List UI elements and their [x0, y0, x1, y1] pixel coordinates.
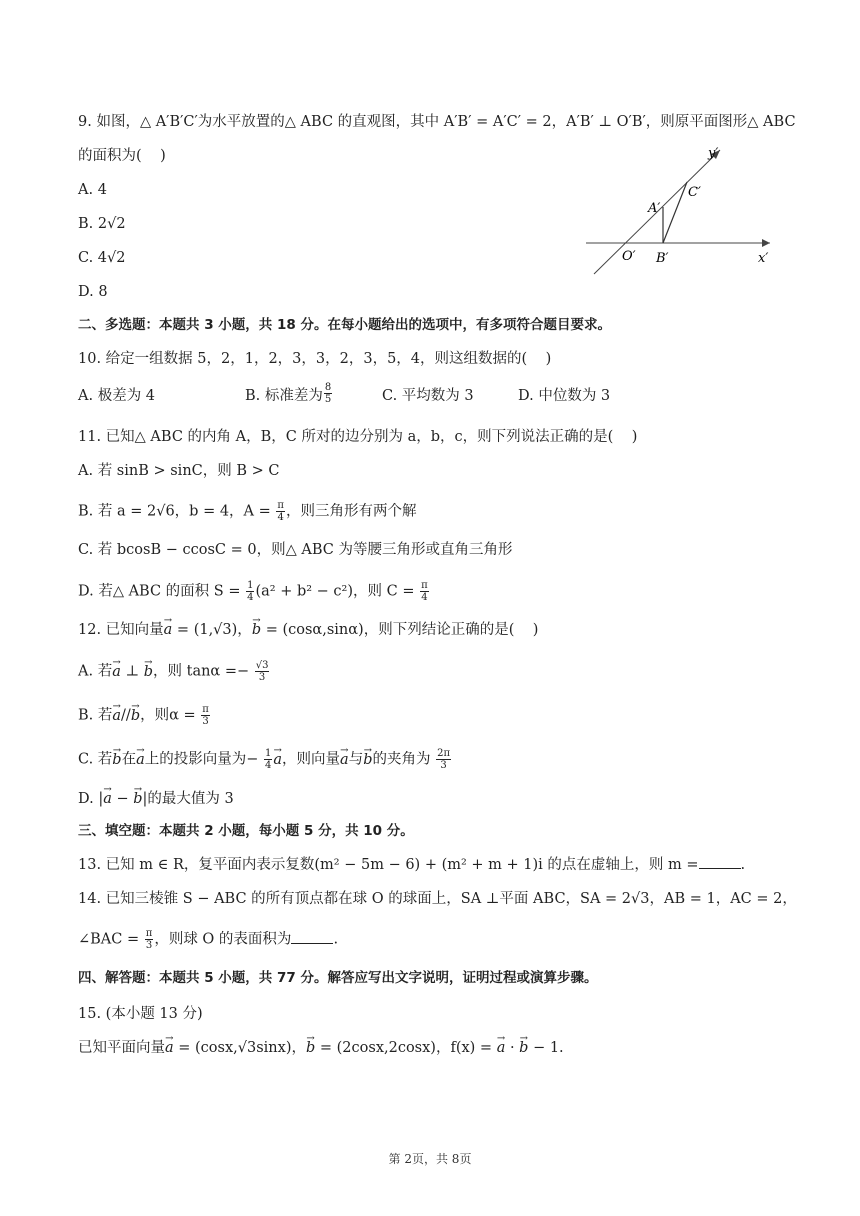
q10-stem: 10. 给定一组数据 5，2，1，2，3，3，2，3，5，4，则这组数据的( ) [78, 351, 552, 367]
q11-option-c: C. 若 bcosB − ccosC = 0，则△ ABC 为等腰三角形或直角三角形 [78, 542, 513, 558]
q12-option-d: D. |→ a − → b|的最大值为 3 [78, 789, 800, 809]
fraction: $\frac{\pi}{4}$ [277, 500, 284, 523]
q9-stem-line2: 的面积为( ) [78, 148, 166, 164]
q9-option-c: C. 4√2 [78, 250, 126, 266]
q14-stem-line1: 14. 已知三棱锥 S − ABC 的所有顶点都在球 O 的球面上，SA ⊥平面 ABC，SA = 2√3，AB = 1，AC = 2， [78, 891, 797, 907]
q11-option-d: D. 若△ ABC 的面积 S = $\frac{1}{4}$ (a² + b² − c²)，则 C = $\frac{\pi}{4}$ [78, 580, 428, 603]
q15-title: 15. (本小题 13 分) [78, 1006, 203, 1022]
q10-option-d: D. 中位数为 3 [518, 388, 611, 404]
label-o: O′ [622, 249, 636, 264]
q12-option-a: A. 若→ a ⊥ → b，则 tanα =− $\frac{√3}{3}$ [78, 660, 800, 683]
q12-option-c: C. 若→ b在→ a上的投影向量为− $\frac{1}{4}$ → a，则向量→ a与→ b的夹角为 $\frac{2\pi}{3}$ [78, 748, 800, 771]
fraction: $\frac{2\pi}{3}$ [437, 748, 451, 771]
q9-option-d: D. 8 [78, 284, 108, 300]
label-a: A′ [648, 201, 661, 216]
fraction: $\frac{\pi}{3}$ [145, 928, 153, 951]
label-c: C′ [688, 185, 701, 200]
q11-stem: 11. 已知△ ABC 的内角 A，B，C 所对的边分别为 a，b，c，则下列说法正确的是( ) [78, 429, 638, 445]
q10-option-c: C. 平均数为 3 [382, 388, 474, 404]
answer-blank[interactable] [291, 930, 333, 944]
section-2-heading: 二、多选题：本题共 3 小题，共 18 分。在每小题给出的选项中，有多项符合题目要求。 [78, 317, 611, 333]
q12-stem: 12. 已知向量→ a = (1,√3)，→ b = (cosα,sinα)，则下列结论正确的是( ) [78, 620, 800, 640]
q9-oblique-figure [580, 140, 780, 280]
q13-stem: 13. 已知 m ∈ R，复平面内表示复数(m² − 5m − 6) + (m² + m + 1)i 的点在虚轴上，则 m = . [78, 857, 746, 873]
fraction: $\frac{1}{4}$ [247, 580, 254, 603]
label-x: x′ [758, 251, 769, 266]
answer-blank[interactable] [699, 855, 741, 869]
section-4-heading: 四、解答题：本题共 5 小题，共 77 分。解答应写出文字说明，证明过程或演算步骤。 [78, 970, 598, 986]
q9-option-b: B. 2√2 [78, 216, 126, 232]
segment-b-c [663, 182, 687, 243]
q10-option-b: B. 标准差为 $\frac{8}{5}$ [245, 381, 332, 405]
q11-option-b: B. 若 a = 2√6，b = 4，A = $\frac{\pi}{4}$ ，则三角形有两个解 [78, 500, 417, 523]
fraction: $\frac{\pi}{3}$ [202, 704, 209, 727]
fraction: $\frac{\pi}{4}$ [421, 580, 428, 603]
q10-options [78, 381, 800, 410]
q15-stem: 已知平面向量→ a = (cosx,√3sinx)，→ b = (2cosx,2cosx)，f(x) = → a · → b − 1. [78, 1038, 800, 1058]
fraction: $\frac{√3}{3}$ [255, 660, 269, 683]
page-footer: 第 2页，共 8页 [388, 1152, 472, 1166]
q9-option-a: A. 4 [78, 182, 107, 198]
section-3-heading: 三、填空题：本题共 2 小题，每小题 5 分，共 10 分。 [78, 823, 414, 839]
q12-option-b: B. 若→ a//→ b，则α = $\frac{\pi}{3}$ [78, 704, 800, 727]
fraction: $\frac{8}{5}$ [324, 381, 332, 405]
fraction: $\frac{1}{4}$ [265, 748, 272, 771]
q11-option-a: A. 若 sinB > sinC，则 B > C [78, 463, 280, 479]
label-y: y′ [708, 146, 719, 161]
q9-stem-line1: 9. 如图，△ A′B′C′为水平放置的△ ABC 的直观图，其中 A′B′ = A′C′ = 2，A′B′ ⊥ O′B′，则原平面图形△ ABC [78, 114, 796, 130]
x-axis-arrowhead [762, 239, 770, 247]
q10-option-a: A. 极差为 4 [78, 388, 156, 404]
label-b: B′ [656, 251, 669, 266]
q14-stem-line2: ∠BAC = $\frac{\pi}{3}$ ，则球 O 的表面积为 . [78, 928, 339, 951]
